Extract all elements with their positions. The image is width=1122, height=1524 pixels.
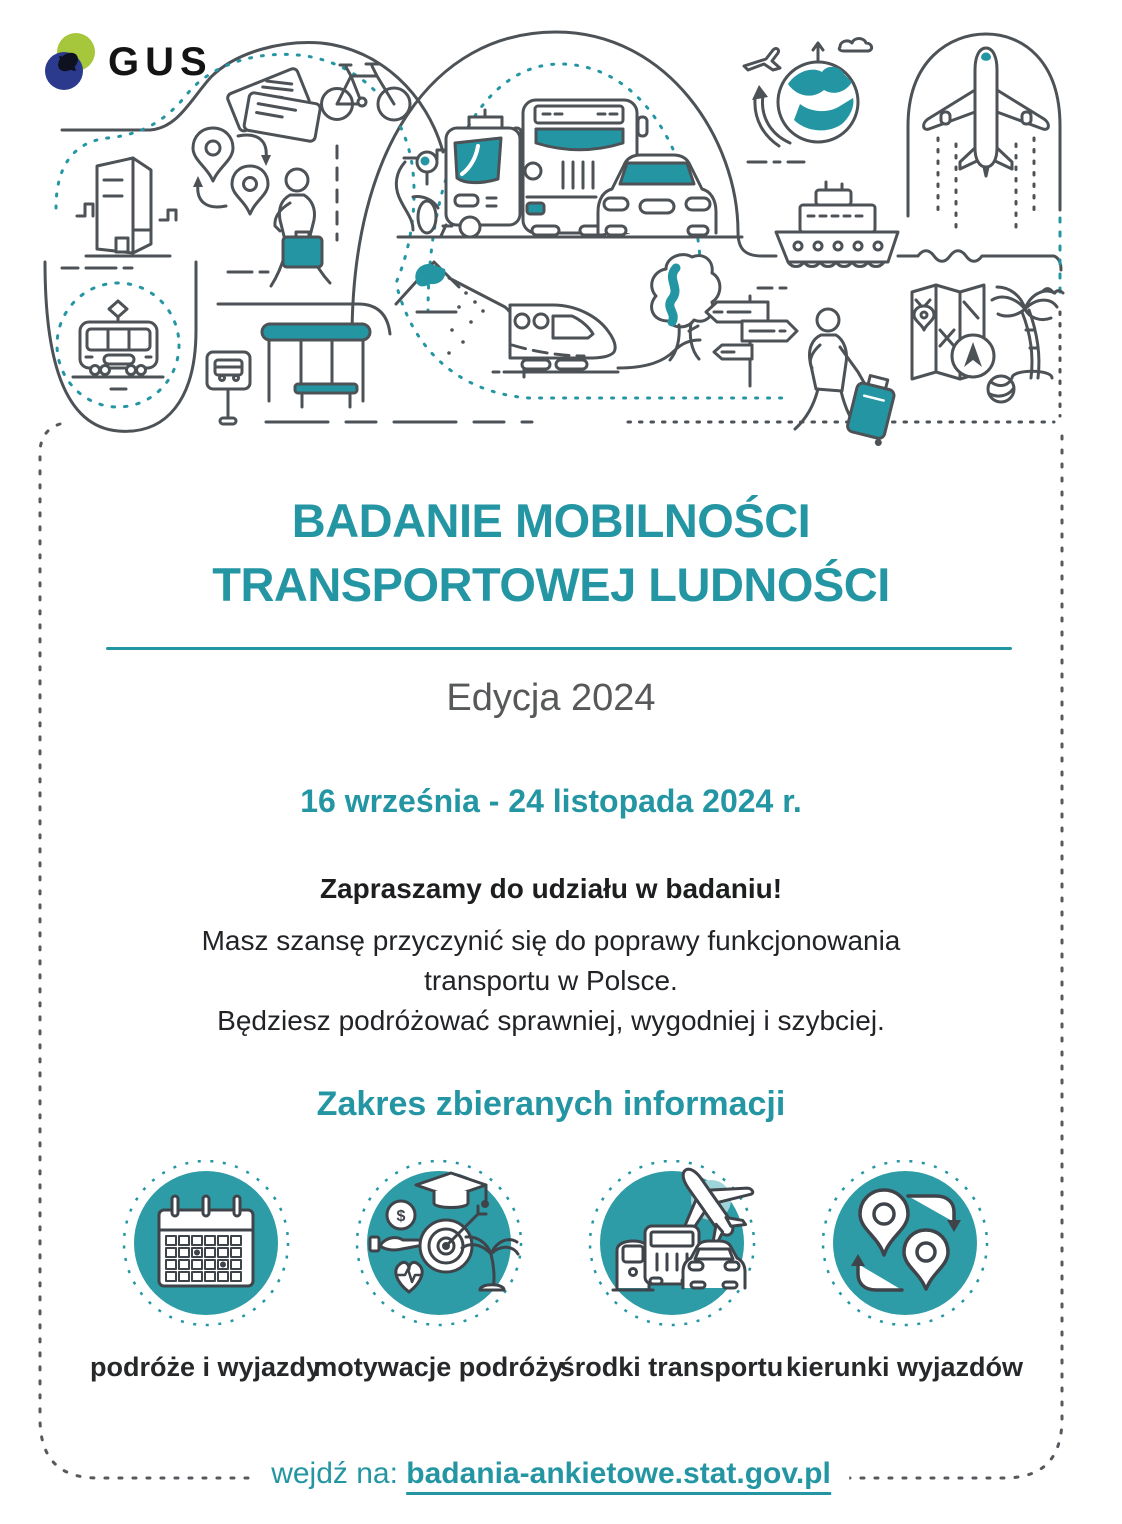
gus-logo: [38, 30, 213, 94]
survey-date-range: 16 września - 24 listopada 2024 r.: [300, 783, 802, 819]
transport-modes-icon: [587, 1158, 757, 1328]
scope-label-directions: kierunki wyjazdów: [785, 1352, 1024, 1382]
pedestrian-briefcase-icon: [271, 169, 330, 286]
airplane-top-view-icon: [908, 34, 1060, 230]
car-icon: [598, 155, 716, 235]
mountains-icon: [396, 262, 524, 377]
page-title: [40, 489, 1062, 617]
scope-item-motivations: [313, 1158, 564, 1383]
map-compass-icon: [912, 285, 994, 379]
calendar-icon: [121, 1158, 291, 1328]
scope-item-transport-modes: [555, 1158, 788, 1383]
footer-link-bar: [253, 1457, 849, 1491]
teal-dash-routes-icon: [56, 54, 1060, 398]
gus-logo-icon: [38, 30, 104, 94]
scope-item-directions: [785, 1158, 1024, 1383]
scope-label-motivations: motywacje podróży: [313, 1352, 564, 1382]
title-line-2: TRANSPORTOWEJ LUDNOŚCI: [212, 558, 890, 611]
tram-icon: [57, 283, 179, 407]
invitation-heading: Zapraszamy do udziału w badaniu!: [319, 873, 783, 904]
bus-shelter-icon: [262, 324, 370, 407]
survey-url-link[interactable]: badania-ankietowe.stat.gov.pl: [406, 1457, 831, 1495]
scope-row: [89, 1158, 1029, 1383]
travel-directions-icon: [820, 1158, 990, 1328]
scooter-icon: [396, 152, 452, 233]
high-speed-train-icon: [493, 305, 700, 372]
scope-label-transport-modes: środki transportu: [559, 1352, 784, 1382]
title-line-1: BADANIE MOBILNOŚCI: [291, 494, 811, 547]
bus-icon: [512, 100, 647, 235]
truck-icon: [437, 110, 520, 237]
signpost-icon: [706, 296, 797, 386]
palm-beach-icon: [988, 287, 1063, 402]
invitation-body-line-3: Będziesz podróżować sprawniej, wygodniej i szybciej.: [217, 1005, 885, 1036]
footer-prefix: wejdź na:: [271, 1457, 398, 1490]
cruise-ship-icon: [776, 182, 898, 267]
scope-heading: Zakres zbieranych informacji: [316, 1085, 786, 1123]
route-pins-icon: [193, 128, 271, 214]
title-divider: [106, 647, 1012, 650]
main-content: [40, 423, 1062, 1490]
tickets-icon: [226, 67, 321, 142]
tree-icon: [652, 255, 720, 360]
scope-label-trips: podróże i wyjazdy: [89, 1352, 322, 1382]
scope-item-trips: [89, 1158, 322, 1383]
travel-motivations-icon: [354, 1158, 524, 1328]
globe-airplane-icon: [744, 39, 872, 147]
bus-stop-sign-icon: [207, 352, 250, 424]
bicycle-icon: [322, 64, 411, 120]
invitation-body-line-2: transportu w Polsce.: [424, 965, 678, 996]
gus-logo-text: GUS: [108, 39, 213, 84]
invitation-body-line-1: Masz szansę przyczynić się do poprawy funkcjonowania: [201, 925, 901, 956]
invitation-body: [40, 921, 1062, 1041]
svg-text:$: $: [396, 1208, 405, 1225]
city-building-icon: [77, 158, 176, 256]
edition-subtitle: Edycja 2024: [446, 677, 656, 719]
